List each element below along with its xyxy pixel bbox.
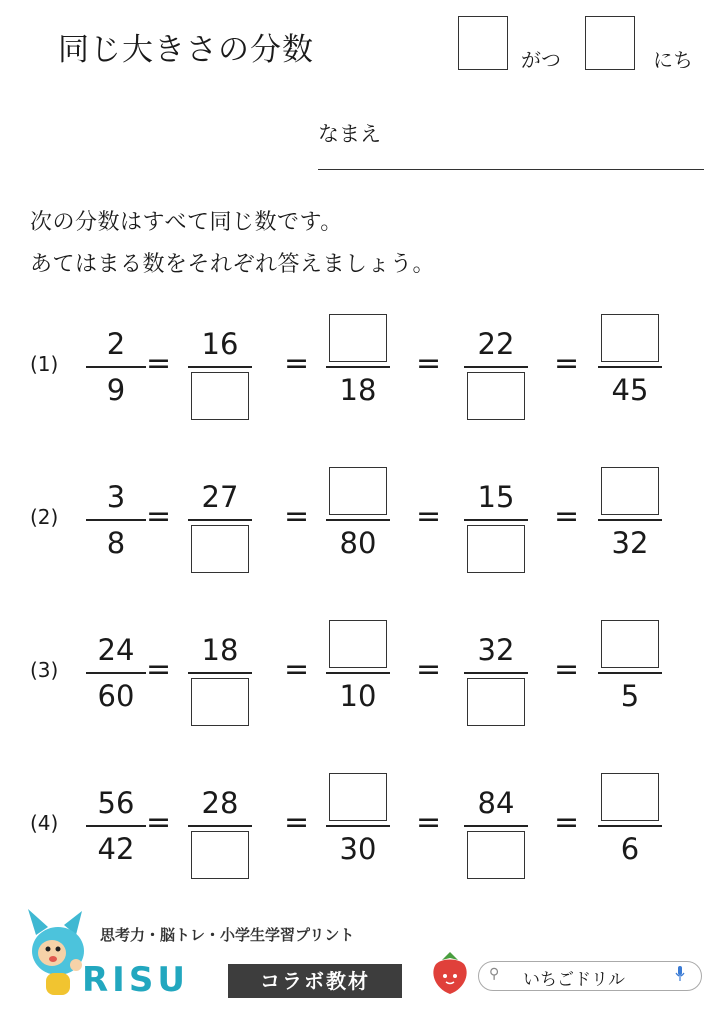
search-text: いちごドリル [523, 970, 625, 990]
instruction-line-2: あてはまる数をそれぞれ答えましょう。 [30, 252, 436, 277]
numerator-answer-box[interactable] [329, 620, 387, 668]
fraction [86, 465, 146, 577]
numerator-answer-box[interactable] [601, 314, 659, 362]
month-box[interactable] [458, 16, 508, 70]
numerator-answer-box[interactable] [329, 467, 387, 515]
fraction-bar [464, 672, 528, 674]
denominator: 6 [620, 832, 640, 866]
numerator: 2 [106, 327, 126, 361]
denominator: 42 [97, 832, 135, 866]
equals-sign: = [416, 346, 442, 381]
equals-sign: = [284, 499, 310, 534]
denominator: 30 [339, 832, 377, 866]
denominator: 5 [620, 679, 640, 713]
denominator: 18 [339, 373, 377, 407]
equals-sign: = [284, 652, 310, 687]
equals-sign: = [554, 346, 580, 381]
problem-label: (2) [30, 505, 59, 529]
equals-sign: = [146, 346, 172, 381]
numerator-answer-box[interactable] [601, 620, 659, 668]
numerator: 24 [97, 633, 135, 667]
fraction-bar [598, 519, 662, 521]
fraction [326, 465, 390, 577]
numerator: 3 [106, 480, 126, 514]
fraction [598, 771, 662, 883]
fraction [598, 312, 662, 424]
fraction [464, 465, 528, 577]
denominator-answer-box[interactable] [467, 372, 525, 420]
numerator: 16 [201, 327, 239, 361]
name-label: なまえ [318, 122, 381, 146]
fraction-bar [188, 672, 252, 674]
numerator: 56 [97, 786, 135, 820]
denominator-answer-box[interactable] [191, 372, 249, 420]
instruction-line-1: 次の分数はすべて同じ数です。 [30, 210, 343, 235]
denominator: 32 [611, 526, 649, 560]
denominator-answer-box[interactable] [191, 831, 249, 879]
denominator: 45 [611, 373, 649, 407]
numerator: 84 [477, 786, 515, 820]
denominator: 8 [106, 526, 126, 560]
numerator: 28 [201, 786, 239, 820]
numerator-answer-box[interactable] [601, 773, 659, 821]
day-box[interactable] [585, 16, 635, 70]
microphone-icon[interactable] [675, 965, 685, 983]
footer-tagline: 思考力・脳トレ・小学生学習プリント [100, 926, 355, 944]
denominator-answer-box[interactable] [467, 525, 525, 573]
denominator-answer-box[interactable] [191, 678, 249, 726]
name-line[interactable] [318, 169, 704, 170]
fraction [188, 618, 252, 730]
denominator: 9 [106, 373, 126, 407]
fraction-bar [464, 519, 528, 521]
fraction [86, 312, 146, 424]
fraction-bar [188, 519, 252, 521]
fraction-bar [598, 825, 662, 827]
fraction [188, 465, 252, 577]
fraction-bar [326, 366, 390, 368]
numerator: 18 [201, 633, 239, 667]
equals-sign: = [146, 652, 172, 687]
fraction [464, 618, 528, 730]
page-title: 同じ大きさの分数 [58, 32, 314, 68]
fraction-bar [86, 519, 146, 521]
denominator: 10 [339, 679, 377, 713]
risu-logo: RISU [82, 960, 189, 1000]
fraction [86, 771, 146, 883]
fraction-bar [188, 825, 252, 827]
equals-sign: = [284, 346, 310, 381]
problem-label: (4) [30, 811, 59, 835]
equals-sign: = [416, 499, 442, 534]
denominator: 60 [97, 679, 135, 713]
denominator-answer-box[interactable] [467, 678, 525, 726]
numerator-answer-box[interactable] [329, 314, 387, 362]
fraction-bar [326, 519, 390, 521]
equals-sign: = [416, 652, 442, 687]
numerator: 32 [477, 633, 515, 667]
fraction-bar [86, 825, 146, 827]
numerator: 15 [477, 480, 515, 514]
equals-sign: = [554, 652, 580, 687]
fraction [464, 312, 528, 424]
numerator: 27 [201, 480, 239, 514]
fraction [326, 771, 390, 883]
fraction [326, 312, 390, 424]
fraction [464, 771, 528, 883]
numerator-answer-box[interactable] [329, 773, 387, 821]
fraction-bar [86, 366, 146, 368]
equals-sign: = [146, 499, 172, 534]
fraction [86, 618, 146, 730]
fraction-bar [598, 366, 662, 368]
numerator: 22 [477, 327, 515, 361]
fraction-bar [598, 672, 662, 674]
fraction [326, 618, 390, 730]
day-label: にち [653, 48, 693, 72]
equals-sign: = [416, 805, 442, 840]
problem-label: (1) [30, 352, 59, 376]
equals-sign: = [284, 805, 310, 840]
fraction [188, 771, 252, 883]
fraction [598, 465, 662, 577]
equals-sign: = [554, 805, 580, 840]
collab-badge: コラボ教材 [228, 964, 402, 998]
fraction [188, 312, 252, 424]
fraction-bar [464, 366, 528, 368]
fraction [598, 618, 662, 730]
numerator-answer-box[interactable] [601, 467, 659, 515]
month-label: がつ [521, 48, 561, 72]
fraction-bar [326, 672, 390, 674]
denominator-answer-box[interactable] [191, 525, 249, 573]
equals-sign: = [146, 805, 172, 840]
strawberry-icon [428, 948, 472, 996]
fraction-bar [326, 825, 390, 827]
problem-label: (3) [30, 658, 59, 682]
search-icon: ⚲ [489, 966, 500, 982]
fraction-bar [188, 366, 252, 368]
denominator-answer-box[interactable] [467, 831, 525, 879]
search-bar[interactable] [478, 961, 702, 991]
fraction-bar [464, 825, 528, 827]
denominator: 80 [339, 526, 377, 560]
fraction-bar [86, 672, 146, 674]
equals-sign: = [554, 499, 580, 534]
